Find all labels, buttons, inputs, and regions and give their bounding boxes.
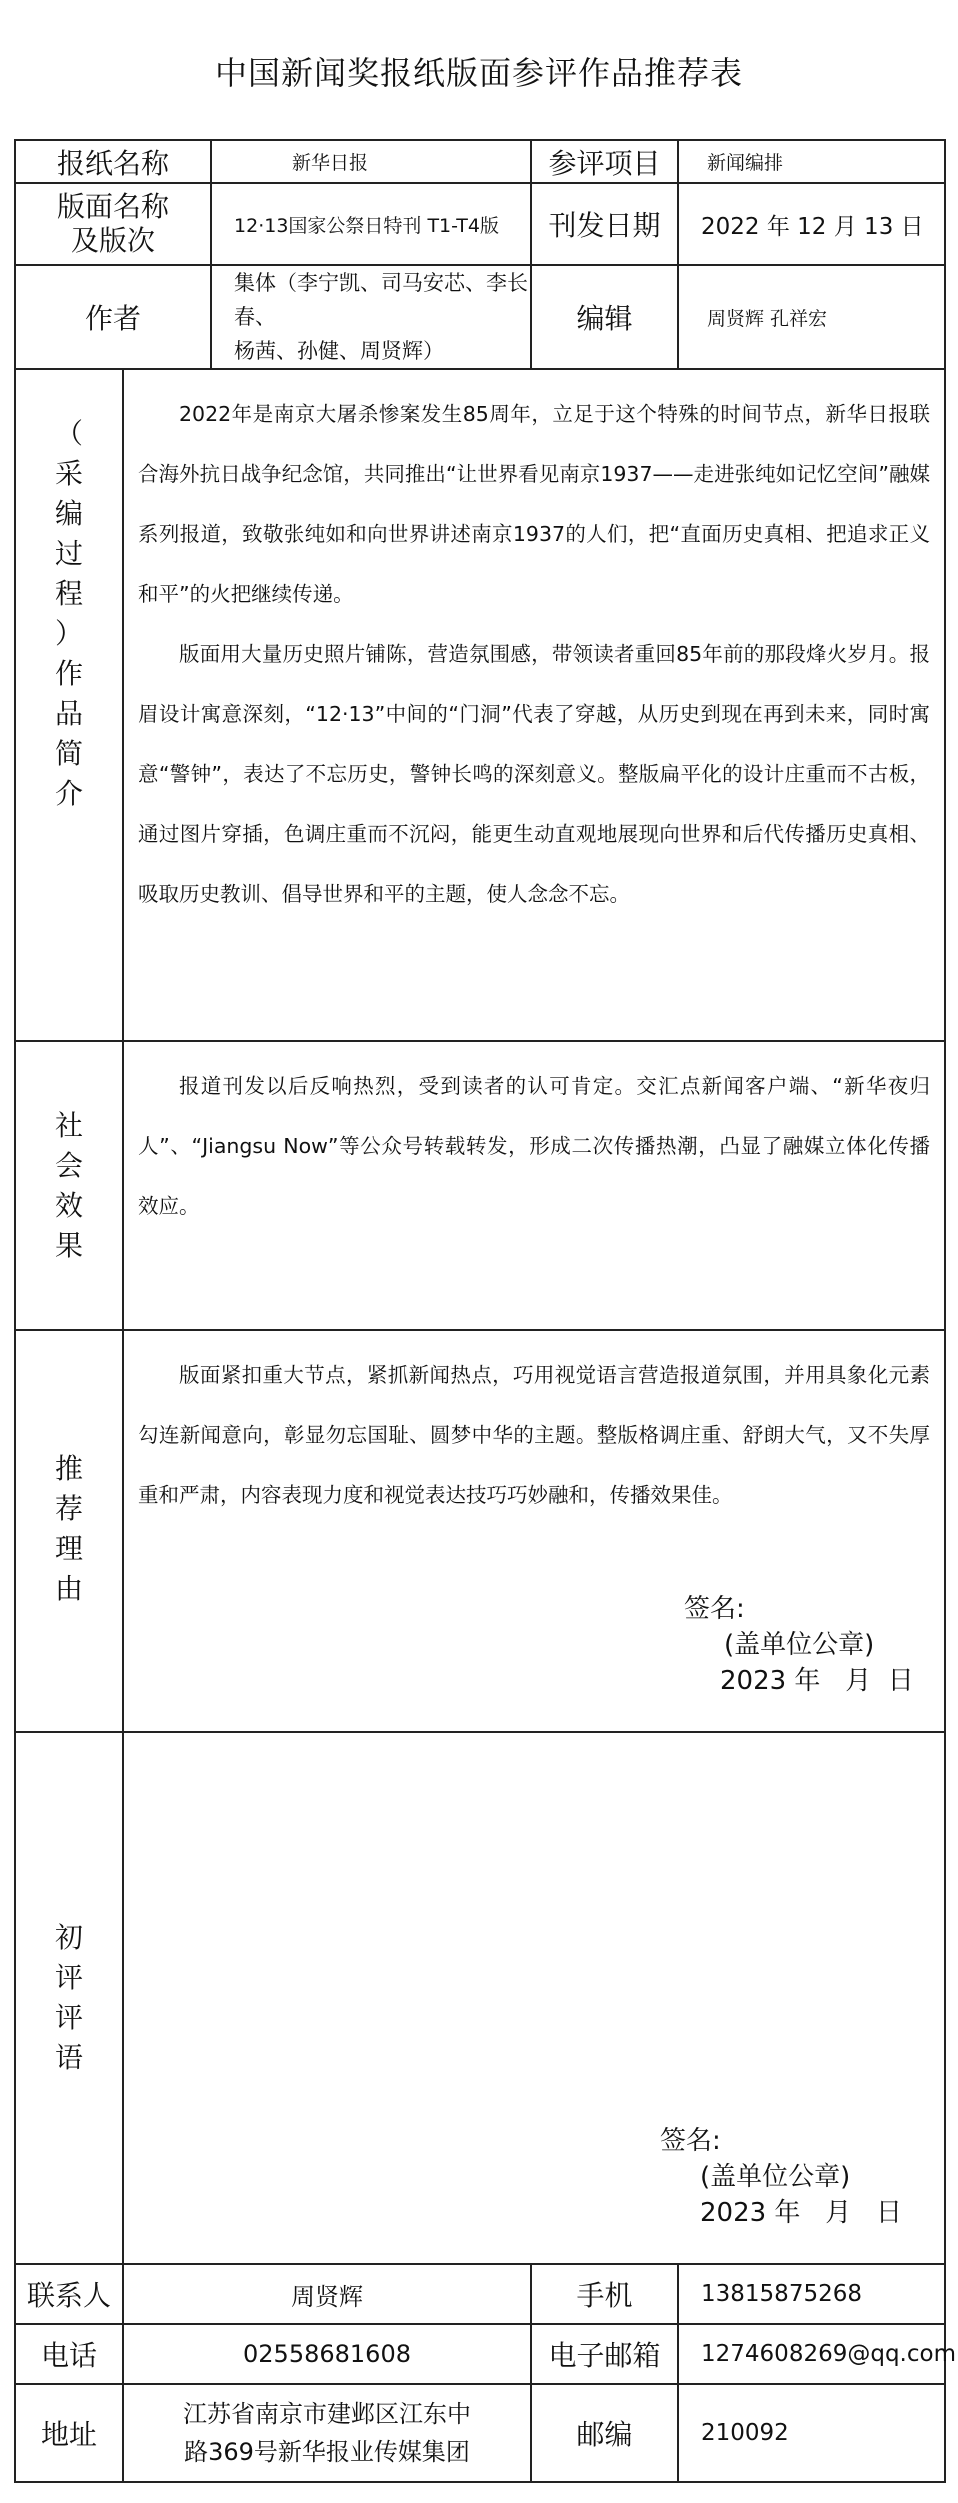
row-reason [15, 1330, 945, 1732]
page-title: 中国新闻奖报纸版面参评作品推荐表 [214, 54, 743, 92]
label-zip: 邮编 [531, 2384, 678, 2482]
reason-label-char: 由 [54, 1572, 83, 1605]
label-email: 电子邮箱 [531, 2324, 678, 2384]
row-effect [15, 1041, 945, 1330]
intro-label-char: 过 [54, 537, 83, 570]
effect-paragraph: 报道刊发以后反响热烈，受到读者的认可肯定。交汇点新闻客户端、“新华夜归人”、“Jiangsu Now”等公众号转载转发，形成二次传播热潮，凸显了融媒立体化传播效应。 [138, 1074, 931, 1218]
label-page-name-line1: 版面名称 [57, 190, 170, 223]
review-content [123, 1732, 945, 2264]
review-seal-label: (盖单位公章) [700, 2162, 851, 2192]
effect-label-char: 效 [54, 1188, 83, 1222]
label-social-effect [15, 1041, 123, 1330]
reason-label-char: 荐 [54, 1492, 83, 1525]
author-line1: 集体（李宁凯、司马安芯、李长春、 [234, 271, 529, 329]
email-address: 1274608269@qq.com [678, 2324, 945, 2384]
contact-person: 周贤辉 [123, 2264, 531, 2324]
review-label-char: 初 [54, 1921, 83, 1954]
review-label-char: 评 [54, 1961, 83, 1994]
intro-label-char: 简 [54, 737, 83, 770]
label-phone: 电话 [15, 2324, 123, 2384]
reason-label-char: 理 [54, 1532, 83, 1565]
intro-paragraph-1: 2022年是南京大屠杀惨案发生85周年，立足于这个特殊的时间节点，新华日报联合海外抗日战争纪念馆，共同推出“让世界看见南京1937——走进张纯如记忆空间”融媒系列报道，致敬张纯如和向世界讲述南京1937的人们，把“直面历史真相、把追求正义和平”的火把继续传递。 [138, 402, 931, 606]
row-page [15, 183, 945, 265]
phone-number: 02558681608 [123, 2324, 531, 2384]
reason-content [123, 1330, 945, 1732]
reason-label-char: 推 [54, 1452, 83, 1485]
effect-label-char: 会 [54, 1148, 83, 1182]
intro-paragraph-2: 版面用大量历史照片铺陈，营造氛围感，带领读者重回85年前的那段烽火岁月。报眉设计寓意深刻，“12·13”中间的“门洞”代表了穿越，从历史到现在再到未来，同时寓意“警钟”，表达了不忘历史，警钟长鸣的深刻意义。整版扁平化的设计庄重而不古板，通过图片穿插，色调庄重而不沉闷，能更生动直观地展现向世界和后代传播历史真相、吸取历史教训、倡导世界和平的主题，使人念念不忘。 [138, 642, 931, 906]
mobile-number: 13815875268 [678, 2264, 945, 2324]
row-intro [15, 369, 945, 1041]
label-author: 作者 [15, 265, 211, 369]
intro-content [123, 369, 945, 1041]
label-intro [15, 369, 123, 1041]
label-initial-review [15, 1732, 123, 2264]
review-signature-label: 签名: [660, 2126, 721, 2156]
intro-label-char: （ [54, 417, 83, 450]
zip-code: 210092 [678, 2384, 945, 2482]
label-mobile: 手机 [531, 2264, 678, 2324]
review-sign-date: 2023 年 月 日 [700, 2198, 903, 2228]
intro-label-char: 程 [54, 577, 83, 610]
label-contact-person: 联系人 [15, 2264, 123, 2324]
label-editor: 编辑 [531, 265, 678, 369]
review-label-char: 语 [54, 2041, 83, 2074]
intro-label-char: 编 [54, 497, 83, 530]
label-paper-name: 报纸名称 [15, 140, 211, 183]
intro-label-char: 采 [54, 457, 83, 490]
editor-names: 周贤辉 孔祥宏 [678, 265, 945, 369]
label-publish-date: 刊发日期 [531, 183, 678, 265]
effect-label-char: 社 [54, 1108, 83, 1142]
address [123, 2384, 531, 2482]
reason-paragraph: 版面紧扣重大节点，紧抓新闻热点，巧用视觉语言营造报道氛围，并用具象化元素勾连新闻意向，彰显勿忘国耻、圆梦中华的主题。整版格调庄重、舒朗大气，又不失厚重和严肃，内容表现力度和视觉表达技巧巧妙融和，传播效果佳。 [138, 1363, 931, 1507]
page-name: 12·13国家公祭日特刊 T1-T4版 [211, 183, 531, 265]
reason-signature-label: 签名: [684, 1594, 745, 1624]
label-page-name [15, 183, 211, 265]
address-line1: 江苏省南京市建邺区江东中 [183, 2400, 471, 2428]
publish-date: 2022 年 12 月 13 日 [678, 183, 945, 265]
row-phone [15, 2324, 945, 2384]
label-address: 地址 [15, 2384, 123, 2482]
address-line2: 路369号新华报业传媒集团 [184, 2438, 470, 2466]
intro-label-char: 介 [54, 777, 83, 810]
reason-seal-label: (盖单位公章) [724, 1630, 875, 1660]
recommendation-form-table [14, 139, 956, 2483]
intro-label-char: ） [54, 617, 83, 650]
label-entry-category: 参评项目 [531, 140, 678, 183]
review-signature-block [660, 2123, 902, 2231]
label-page-name-line2: 及版次 [71, 224, 156, 257]
reason-sign-date: 2023 年 月 日 [720, 1666, 914, 1696]
row-address [15, 2384, 945, 2482]
row-paper [15, 140, 945, 183]
effect-content [123, 1041, 945, 1330]
paper-name: 新华日报 [211, 140, 531, 183]
reason-signature-block [684, 1591, 914, 1699]
label-recommend-reason [15, 1330, 123, 1732]
row-review [15, 1732, 945, 2264]
entry-category: 新闻编排 [678, 140, 945, 183]
row-author [15, 265, 945, 369]
author-line2: 杨茜、孙健、周贤辉） [234, 339, 445, 363]
review-label-char: 评 [54, 2001, 83, 2034]
intro-label-char: 品 [54, 697, 83, 730]
row-contact-person [15, 2264, 945, 2324]
author-list [211, 265, 531, 369]
intro-label-char: 作 [54, 657, 83, 690]
effect-label-char: 果 [54, 1228, 83, 1262]
